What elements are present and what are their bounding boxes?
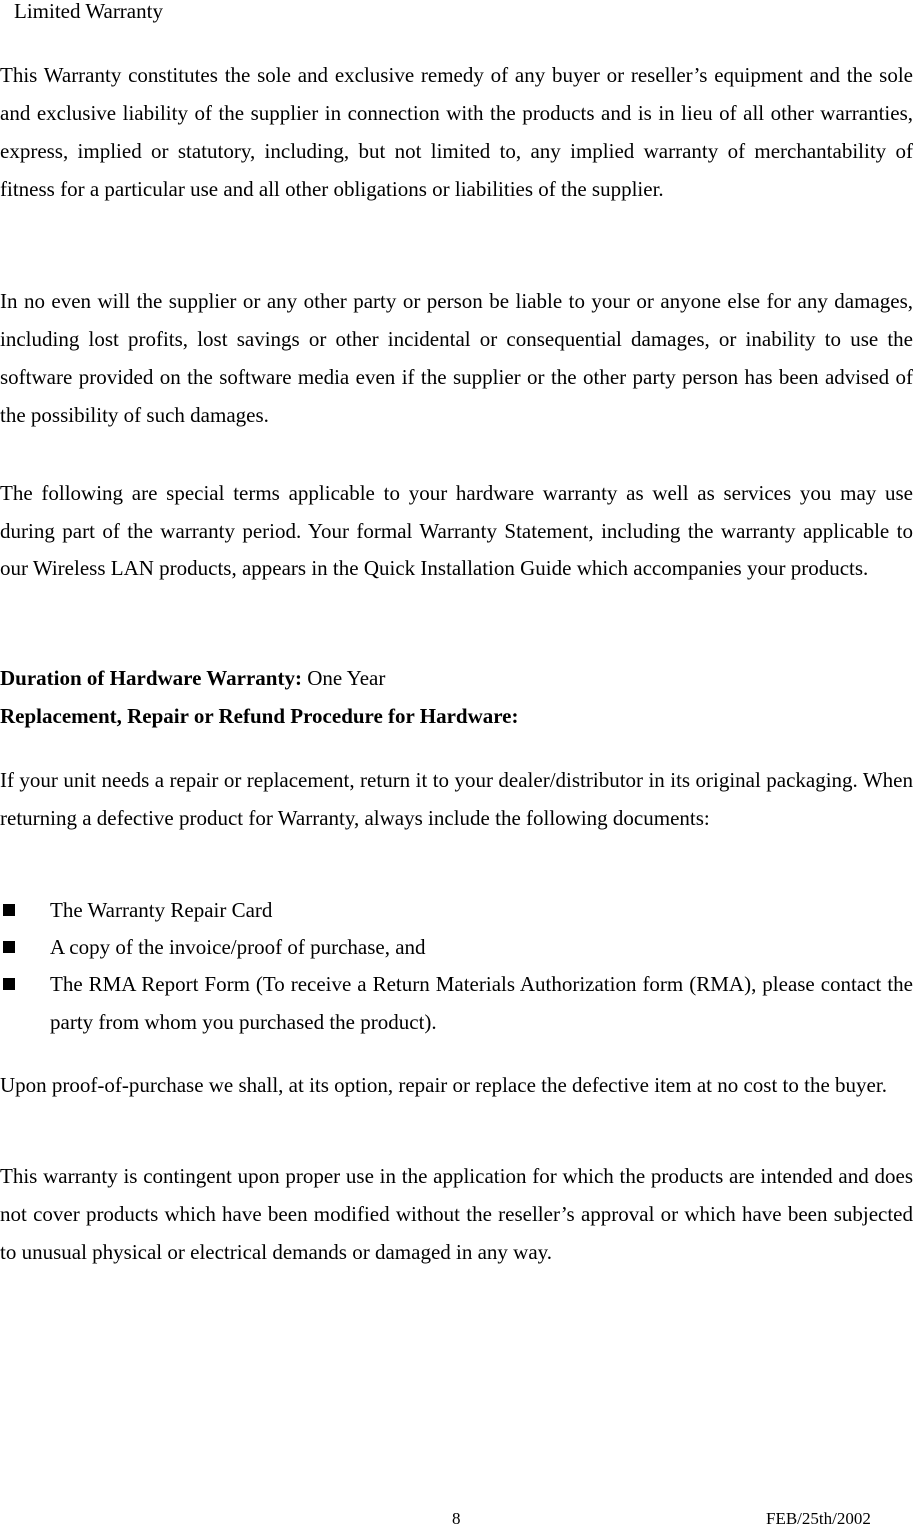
paragraph-proof-of-purchase: Upon proof-of-purchase we shall, at its option, repair or replace the defective item at no cost to the buyer. [0, 1073, 887, 1097]
square-bullet-icon [3, 904, 15, 916]
paragraph-contingent-use: This warranty is contingent upon proper use in the application for which the products are intended and does not cover products which have been modified without the reseller’s approval or which have been subjected to unusual physical or electrical demands or damaged in any way. [0, 1164, 913, 1264]
list-item-text: A copy of the invoice/proof of purchase, and [50, 935, 426, 959]
documents-list [0, 891, 913, 1041]
list-item-text: The RMA Report Form (To receive a Return Materials Authorization form (RMA), please contact the party from whom you purchased the product). [50, 972, 913, 1034]
square-bullet-icon [3, 941, 15, 953]
procedure-heading [0, 702, 519, 730]
procedure-label: Replacement, Repair or Refund Procedure for Hardware: [0, 704, 519, 728]
paragraph-liability-limit: In no even will the supplier or any other party or person be liable to your or anyone else for any damages, including lost profits, lost savings or other incidental or consequential damages, or inability to use the software provided on the software media even if the supplier or the other party person has been advised of the possibility of such damages. [0, 289, 913, 427]
list-item-text: The Warranty Repair Card [50, 898, 273, 922]
list-item [0, 891, 913, 929]
duration-label: Duration of Hardware Warranty: [0, 666, 302, 690]
paragraph-return-instructions: If your unit needs a repair or replacement, return it to your dealer/distributor in its original packaging. When returning a defective product for Warranty, always include the following documents: [0, 768, 913, 830]
page-title: Limited Warranty [14, 0, 163, 23]
duration-line [0, 664, 385, 692]
paragraph-special-terms: The following are special terms applicable to your hardware warranty as well as services you may use during part of the warranty period. Your formal Warranty Statement, including the warranty applicable to our Wireless LAN products, appears in the Quick Installation Guide which accompanies your products. [0, 481, 913, 580]
footer-date: FEB/25th/2002 [766, 1509, 871, 1528]
paragraph-exclusive-remedy: This Warranty constitutes the sole and exclusive remedy of any buyer or reseller’s equipment and the sole and exclusive liability of the supplier in connection with the products and is in lieu of all other warranties, express, implied or statutory, including, but not limited to, any implied warranty of merchantability of fitness for a particular use and all other obligations or liabilities of the supplier. [0, 63, 913, 201]
list-item [0, 965, 913, 1041]
square-bullet-icon [3, 978, 15, 990]
list-item [0, 928, 913, 966]
page-number: 8 [452, 1509, 461, 1528]
duration-value: One Year [307, 666, 386, 690]
